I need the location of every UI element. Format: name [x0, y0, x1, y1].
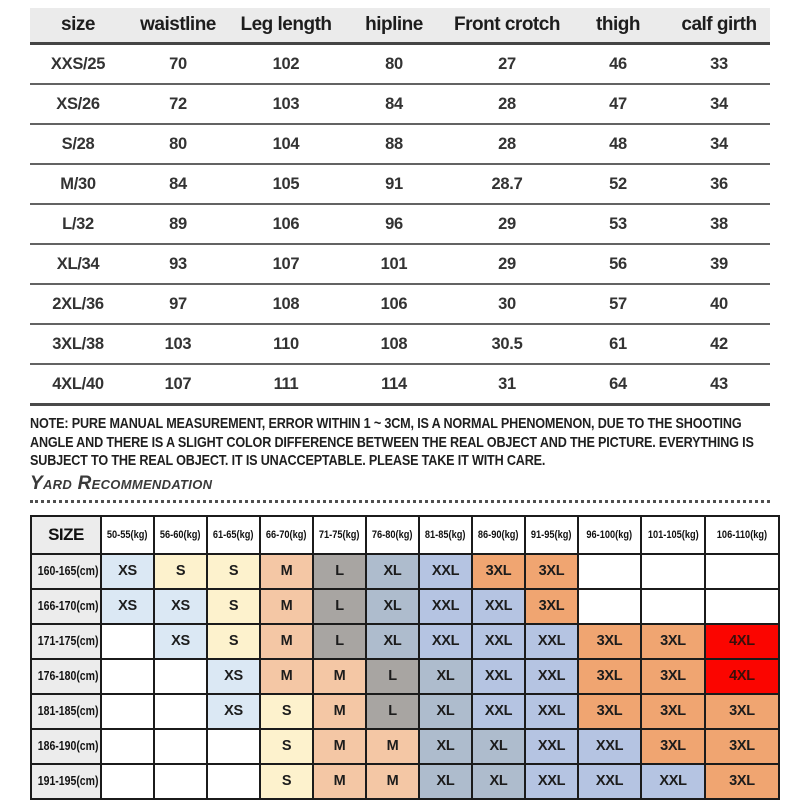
- size-recommendation-cell: XXL: [525, 659, 578, 694]
- weight-column-header: [313, 516, 366, 554]
- size-table-cell: 43: [668, 364, 770, 405]
- size-table-cell: 31: [446, 364, 568, 405]
- size-recommendation-cell: XL: [472, 764, 525, 799]
- weight-column-header: [260, 516, 313, 554]
- size-recommendation-cell: 4XL: [705, 659, 779, 694]
- size-recommendation-cell: 3XL: [705, 764, 779, 799]
- size-table-cell: 104: [230, 124, 342, 164]
- empty-cell: [705, 554, 779, 589]
- size-recommendation-cell: L: [366, 659, 419, 694]
- size-table-cell: 107: [230, 244, 342, 284]
- recommendation-row: [31, 764, 779, 799]
- size-table-cell: 70: [126, 44, 230, 85]
- weight-column-label: 76-80(kg): [372, 528, 413, 541]
- size-table-cell: 105: [230, 164, 342, 204]
- size-table-cell: 96: [342, 204, 446, 244]
- size-recommendation-cell: XL: [366, 589, 419, 624]
- size-recommendation-cell: S: [207, 624, 260, 659]
- empty-cell: [578, 554, 641, 589]
- size-table-cell: XS/26: [30, 84, 126, 124]
- size-recommendation-cell: M: [366, 764, 419, 799]
- weight-column-label: 56-60(kg): [160, 528, 201, 541]
- size-table-cell: 91: [342, 164, 446, 204]
- size-recommendation-cell: XL: [419, 764, 472, 799]
- size-recommendation-cell: L: [313, 624, 366, 659]
- size-recommendation-cell: 3XL: [641, 694, 705, 729]
- size-recommendation-cell: 4XL: [705, 624, 779, 659]
- size-table-cell: M/30: [30, 164, 126, 204]
- size-recommendation-cell: XXL: [641, 764, 705, 799]
- size-table-column-header: Leg length: [230, 8, 342, 44]
- size-recommendation-cell: 3XL: [578, 694, 641, 729]
- size-table-cell: 80: [126, 124, 230, 164]
- size-recommendation-cell: S: [260, 694, 313, 729]
- size-table-cell: 29: [446, 244, 568, 284]
- recommendation-row: [31, 589, 779, 624]
- size-table-cell: 4XL/40: [30, 364, 126, 405]
- size-table-cell: 84: [342, 84, 446, 124]
- size-recommendation-cell: M: [313, 694, 366, 729]
- size-recommendation-cell: XL: [419, 659, 472, 694]
- size-table-row: [30, 44, 770, 85]
- size-table-column-header: calf girth: [668, 8, 770, 44]
- weight-column-header: [101, 516, 154, 554]
- weight-column-header: [154, 516, 207, 554]
- height-row-label: 186-190(cm): [37, 739, 99, 754]
- weight-column-label: 101-105(kg): [647, 528, 699, 541]
- size-table-cell: 114: [342, 364, 446, 405]
- height-row-label: 191-195(cm): [37, 774, 99, 789]
- empty-cell: [207, 764, 260, 799]
- size-table-cell: 108: [342, 324, 446, 364]
- size-table-column-header: thigh: [568, 8, 668, 44]
- size-recommendation-cell: M: [313, 659, 366, 694]
- size-recommendation-cell: 3XL: [472, 554, 525, 589]
- weight-column-label: 81-85(kg): [425, 528, 466, 541]
- recommendation-table-body: [31, 554, 779, 799]
- height-row-label: 181-185(cm): [37, 704, 99, 719]
- size-table-cell: 52: [568, 164, 668, 204]
- size-table-cell: 103: [126, 324, 230, 364]
- weight-column-header: [641, 516, 705, 554]
- empty-cell: [154, 659, 207, 694]
- height-row-label: 160-165(cm): [37, 564, 99, 579]
- empty-cell: [207, 729, 260, 764]
- size-table-cell: 72: [126, 84, 230, 124]
- size-recommendation-cell: XXL: [525, 764, 578, 799]
- size-recommendation-cell: XXL: [472, 694, 525, 729]
- weight-column-label: 50-55(kg): [107, 528, 148, 541]
- size-table-cell: 46: [568, 44, 668, 85]
- size-table-cell: 3XL/38: [30, 324, 126, 364]
- height-row-label: 166-170(cm): [37, 599, 99, 614]
- size-table-cell: 97: [126, 284, 230, 324]
- size-table-header-row: [30, 8, 770, 44]
- size-recommendation-cell: XXL: [578, 764, 641, 799]
- measurement-note: NOTE: PURE MANUAL MEASUREMENT, ERROR WITHIN 1 ~ 3CM, IS A NORMAL PHENOMENON, DUE TO THE SHOOTING ANGLE AND THERE IS A SLIGHT COLOR DIFFERENCE BETWEEN THE REAL OBJECT AND THE PICTURE. EVERYTHING IS SUBJECT TO THE REAL OBJECT. IT IS UNACCEPTABLE. PLEASE TAKE IT WITH CARE.: [30, 415, 754, 470]
- weight-column-header: [419, 516, 472, 554]
- size-recommendation-cell: XL: [366, 554, 419, 589]
- weight-column-header: [472, 516, 525, 554]
- empty-cell: [101, 764, 154, 799]
- size-recommendation-cell: S: [154, 554, 207, 589]
- size-recommendation-cell: XXL: [419, 624, 472, 659]
- size-recommendation-cell: XXL: [525, 624, 578, 659]
- size-recommendation-cell: XXL: [525, 694, 578, 729]
- weight-column-header: [705, 516, 779, 554]
- size-recommendation-cell: 3XL: [525, 554, 578, 589]
- size-recommendation-cell: XXL: [472, 624, 525, 659]
- height-row-label: 171-175(cm): [37, 634, 99, 649]
- size-recommendation-cell: L: [313, 589, 366, 624]
- height-row-header: [31, 554, 101, 589]
- weight-column-label: 91-95(kg): [531, 528, 572, 541]
- size-recommendation-cell: M: [313, 729, 366, 764]
- yard-recommendation-section: [30, 473, 770, 503]
- empty-cell: [578, 589, 641, 624]
- size-recommendation-cell: XXL: [578, 729, 641, 764]
- size-table-row: [30, 204, 770, 244]
- size-table-row: [30, 284, 770, 324]
- size-recommendation-cell: XL: [419, 729, 472, 764]
- weight-column-header: [525, 516, 578, 554]
- weight-column-label: 86-90(kg): [478, 528, 519, 541]
- size-table-cell: 111: [230, 364, 342, 405]
- height-row-header: [31, 659, 101, 694]
- size-recommendation-cell: M: [260, 624, 313, 659]
- size-recommendation-cell: M: [366, 729, 419, 764]
- size-recommendation-cell: L: [366, 694, 419, 729]
- recommendation-row: [31, 659, 779, 694]
- empty-cell: [101, 729, 154, 764]
- size-recommendation-cell: 3XL: [641, 624, 705, 659]
- size-table-cell: 56: [568, 244, 668, 284]
- size-table-cell: 34: [668, 124, 770, 164]
- size-table-row: [30, 244, 770, 284]
- size-table-cell: 106: [342, 284, 446, 324]
- empty-cell: [101, 694, 154, 729]
- size-table-cell: 64: [568, 364, 668, 405]
- size-table-row: [30, 84, 770, 124]
- size-recommendation-cell: XS: [101, 554, 154, 589]
- size-table-cell: 103: [230, 84, 342, 124]
- size-recommendation-cell: XXL: [419, 589, 472, 624]
- size-recommendation-cell: 3XL: [641, 659, 705, 694]
- empty-cell: [101, 659, 154, 694]
- size-table-cell: 42: [668, 324, 770, 364]
- empty-cell: [101, 624, 154, 659]
- size-recommendation-cell: S: [207, 554, 260, 589]
- size-table-cell: XXS/25: [30, 44, 126, 85]
- size-table-cell: 84: [126, 164, 230, 204]
- empty-cell: [154, 764, 207, 799]
- size-table-cell: 61: [568, 324, 668, 364]
- size-table-cell: 48: [568, 124, 668, 164]
- size-recommendation-cell: XS: [207, 659, 260, 694]
- size-table-cell: 28: [446, 84, 568, 124]
- size-table-cell: 53: [568, 204, 668, 244]
- weight-column-label: 66-70(kg): [266, 528, 307, 541]
- empty-cell: [641, 554, 705, 589]
- size-table-cell: 38: [668, 204, 770, 244]
- empty-cell: [154, 694, 207, 729]
- height-row-header: [31, 694, 101, 729]
- size-table-cell: 108: [230, 284, 342, 324]
- size-recommendation-cell: XS: [154, 624, 207, 659]
- size-recommendation-cell: 3XL: [525, 589, 578, 624]
- empty-cell: [154, 729, 207, 764]
- empty-cell: [641, 589, 705, 624]
- empty-cell: [705, 589, 779, 624]
- size-recommendation-cell: 3XL: [578, 659, 641, 694]
- size-table-cell: 30.5: [446, 324, 568, 364]
- size-recommendation-cell: 3XL: [705, 729, 779, 764]
- height-row-header: [31, 764, 101, 799]
- size-table-cell: 40: [668, 284, 770, 324]
- height-row-header: [31, 589, 101, 624]
- size-table-column-header: hipline: [342, 8, 446, 44]
- weight-column-header: [578, 516, 641, 554]
- size-table-cell: 36: [668, 164, 770, 204]
- size-recommendation-cell: S: [260, 764, 313, 799]
- weight-column-header: [207, 516, 260, 554]
- size-table-cell: 39: [668, 244, 770, 284]
- size-table-cell: 27: [446, 44, 568, 85]
- size-recommendation-cell: XS: [207, 694, 260, 729]
- size-recommendation-cell: M: [313, 764, 366, 799]
- size-table-body: [30, 44, 770, 405]
- size-table-cell: 88: [342, 124, 446, 164]
- weight-column-label: 71-75(kg): [319, 528, 360, 541]
- size-recommendation-cell: XS: [154, 589, 207, 624]
- size-table-cell: 80: [342, 44, 446, 85]
- recommendation-table-header-row: [31, 516, 779, 554]
- size-table-row: [30, 164, 770, 204]
- size-table-cell: 101: [342, 244, 446, 284]
- recommendation-row: [31, 729, 779, 764]
- weight-column-header: [366, 516, 419, 554]
- size-table-cell: 57: [568, 284, 668, 324]
- height-row-header: [31, 729, 101, 764]
- size-recommendation-cell: 3XL: [705, 694, 779, 729]
- size-table-cell: 89: [126, 204, 230, 244]
- size-recommendation-cell: S: [207, 589, 260, 624]
- section-heading: Yard Recommendation: [30, 472, 213, 494]
- size-recommendation-cell: L: [313, 554, 366, 589]
- size-table-column-header: Front crotch: [446, 8, 568, 44]
- size-recommendation-cell: XXL: [419, 554, 472, 589]
- size-table-row: [30, 364, 770, 405]
- recommendation-row: [31, 624, 779, 659]
- size-table-cell: 93: [126, 244, 230, 284]
- size-table-cell: 107: [126, 364, 230, 405]
- size-table-cell: 47: [568, 84, 668, 124]
- size-table-cell: 106: [230, 204, 342, 244]
- size-recommendation-cell: 3XL: [641, 729, 705, 764]
- weight-column-label: 61-65(kg): [213, 528, 254, 541]
- size-recommendation-cell: XL: [472, 729, 525, 764]
- size-table-row: [30, 324, 770, 364]
- size-recommendation-cell: XL: [366, 624, 419, 659]
- size-table-cell: L/32: [30, 204, 126, 244]
- size-recommendation-cell: 3XL: [578, 624, 641, 659]
- recommendation-table: [30, 515, 780, 800]
- size-table-row: [30, 124, 770, 164]
- size-table: [30, 8, 770, 406]
- size-table-cell: 34: [668, 84, 770, 124]
- size-table-cell: 28.7: [446, 164, 568, 204]
- weight-column-label: 96-100(kg): [586, 528, 633, 541]
- recommendation-row: [31, 694, 779, 729]
- size-recommendation-cell: XXL: [472, 589, 525, 624]
- size-table-cell: 110: [230, 324, 342, 364]
- size-recommendation-cell: XXL: [525, 729, 578, 764]
- size-recommendation-cell: M: [260, 554, 313, 589]
- size-table-cell: S/28: [30, 124, 126, 164]
- height-row-header: [31, 624, 101, 659]
- size-recommendation-cell: M: [260, 589, 313, 624]
- recommendation-corner-label: SIZE: [31, 516, 101, 554]
- size-table-cell: 33: [668, 44, 770, 85]
- size-recommendation-cell: XXL: [472, 659, 525, 694]
- height-row-label: 176-180(cm): [37, 669, 99, 684]
- size-table-column-header: size: [30, 8, 126, 44]
- size-table-column-header: waistline: [126, 8, 230, 44]
- size-table-cell: 30: [446, 284, 568, 324]
- size-recommendation-cell: S: [260, 729, 313, 764]
- size-table-cell: 29: [446, 204, 568, 244]
- size-table-cell: 28: [446, 124, 568, 164]
- size-recommendation-cell: XL: [419, 694, 472, 729]
- size-table-cell: 2XL/36: [30, 284, 126, 324]
- weight-column-label: 106-110(kg): [716, 528, 768, 541]
- size-recommendation-cell: M: [260, 659, 313, 694]
- size-recommendation-cell: XS: [101, 589, 154, 624]
- recommendation-row: [31, 554, 779, 589]
- size-table-cell: XL/34: [30, 244, 126, 284]
- size-table-cell: 102: [230, 44, 342, 85]
